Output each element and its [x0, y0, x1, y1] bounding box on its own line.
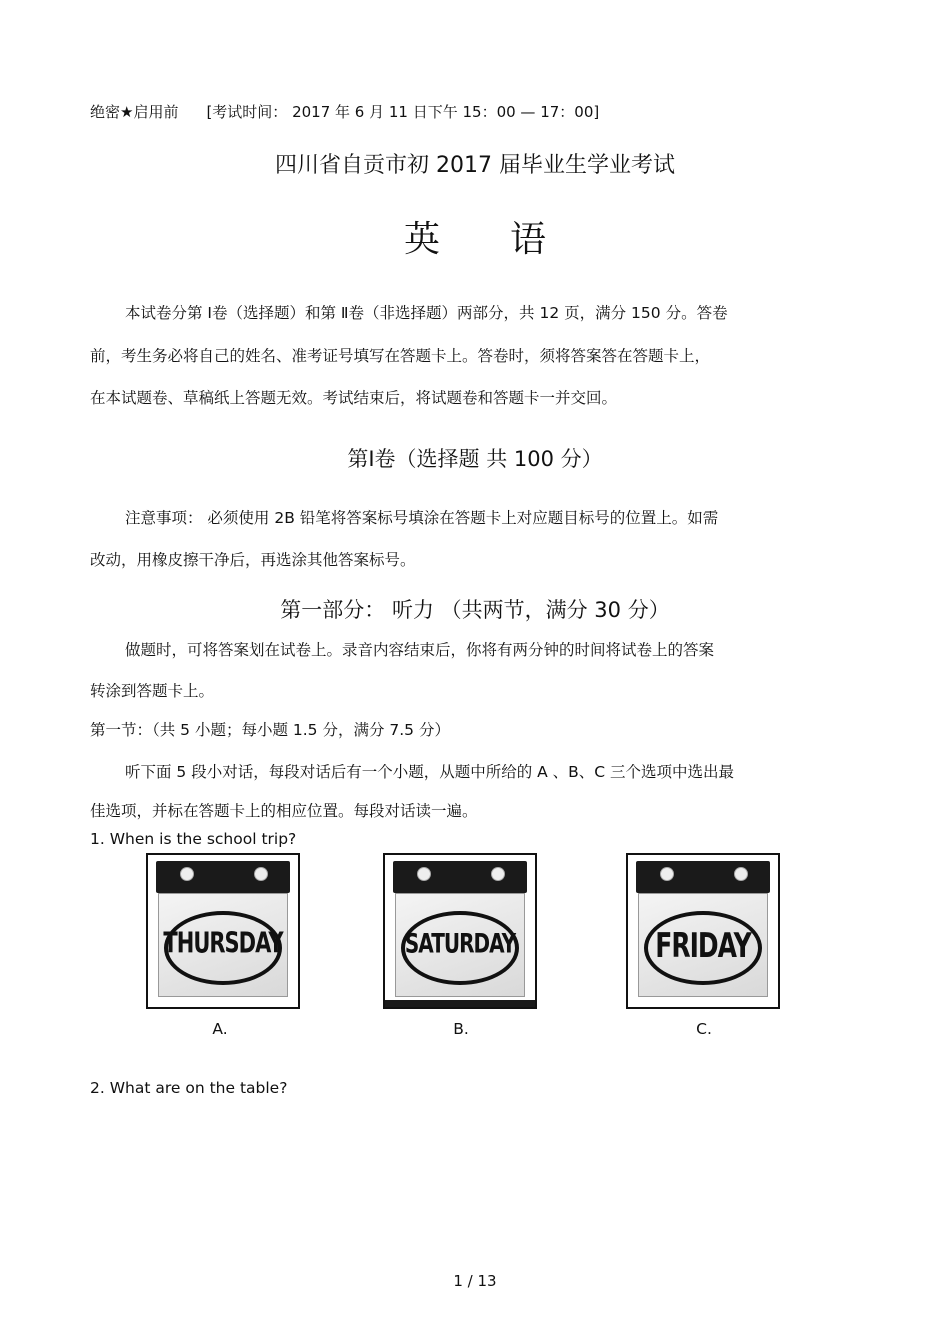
section1-instruction-1: 听下面 5 段小对话，每段对话后有一个小题，从题中所给的 A 、B、C 三个选项中选出最	[125, 763, 735, 781]
calendar-day-a: THURSDAY	[163, 926, 283, 960]
option-c-label: C.	[696, 1020, 712, 1038]
page-number: 1 / 13	[453, 1272, 497, 1290]
calendar-picture-a	[146, 853, 300, 1009]
section1-instruction-2: 佳选项，并标在答题卡上的相应位置。每段对话读一遍。	[90, 802, 478, 820]
exam-title: 四川省自贡市初 2017 届毕业生学业考试	[275, 153, 675, 178]
question-2: 2. What are on the table?	[90, 1079, 288, 1097]
intro-line-1: 本试卷分第 Ⅰ卷（选择题）和第 Ⅱ卷（非选择题）两部分，共 12 页，满分 150 分。答卷	[125, 304, 728, 322]
option-a-label: A.	[212, 1020, 228, 1038]
calendar-picture-b	[383, 853, 537, 1009]
intro-line-2: 前，考生务必将自己的姓名、准考证号填写在答题卡上。答卷时，须将答案答在答题卡上，	[90, 347, 711, 365]
subject-title: 英语	[403, 219, 616, 260]
notice-line-1: 注意事项： 必须使用 2B 铅笔将答案标号填涂在答题卡上对应题目标号的位置上。如需	[125, 509, 719, 527]
question-1: 1. When is the school trip?	[90, 830, 297, 848]
exam-time: [考试时间： 2017 年 6 月 11 日下午 15：00 — 17：00]	[206, 103, 600, 121]
calendar-day-b: SATURDAY	[404, 926, 516, 960]
part1-instruction-1: 做题时，可将答案划在试卷上。录音内容结束后，你将有两分钟的时间将试卷上的答案	[125, 641, 715, 659]
option-b-label: B.	[453, 1020, 469, 1038]
part1-title: 第一部分： 听力 （共两节，满分 30 分）	[280, 598, 670, 622]
section1-title: 第一节：（共 5 小题；每小题 1.5 分，满分 7.5 分）	[90, 721, 450, 739]
confidential-mark: 绝密★启用前	[90, 103, 179, 121]
calendar-day-c: FRIDAY	[655, 925, 751, 966]
calendar-picture-c	[626, 853, 780, 1009]
header-line	[90, 102, 599, 122]
intro-line-3: 在本试题卷、草稿纸上答题无效。考试结束后，将试题卷和答题卡一并交回。	[90, 389, 618, 407]
part1-instruction-2: 转涂到答题卡上。	[90, 682, 215, 700]
notice-line-2: 改动，用橡皮擦干净后，再选涂其他答案标号。	[90, 551, 416, 569]
volume1-title: 第Ⅰ卷（选择题 共 100 分）	[347, 447, 603, 471]
